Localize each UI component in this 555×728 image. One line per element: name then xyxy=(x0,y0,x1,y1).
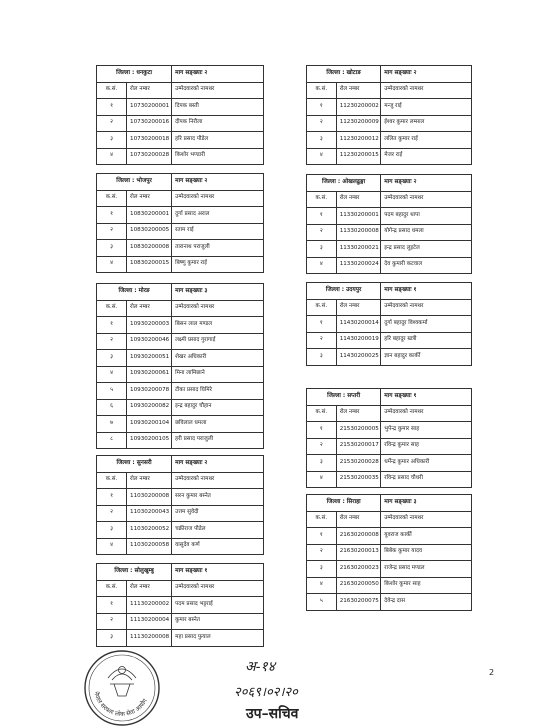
header-name: उम्मेदवारको नामथर xyxy=(172,190,264,207)
candidate-name: ललित कुमार राई xyxy=(381,132,472,149)
candidate-name: रविन्द्र कुमार साह xyxy=(381,438,472,455)
district-table-bhojpur xyxy=(96,173,264,273)
district-label: जिल्ला : मोरङ xyxy=(97,284,172,301)
header-serial: क.सं. xyxy=(97,300,127,317)
roll-number: 11030200058 xyxy=(127,538,172,555)
roll-number: 10730200016 xyxy=(127,115,172,132)
roll-number: 10730200028 xyxy=(127,148,172,165)
serial-number: ३ xyxy=(307,241,337,258)
candidate-name: रताम राई xyxy=(172,223,264,240)
district-table-okhaldhunga xyxy=(306,174,472,274)
header-serial: क.सं. xyxy=(97,82,127,99)
seats-label: माग सङ्ख्याः १ xyxy=(381,283,472,300)
serial-number: ४ xyxy=(97,256,127,273)
roll-number: 11130200004 xyxy=(127,613,172,630)
candidate-name: मिना लामिछाने xyxy=(172,366,264,383)
roll-number: 11230200015 xyxy=(336,148,381,165)
header-roll: रोल नम्बर xyxy=(336,191,381,208)
serial-number: १ xyxy=(97,99,127,116)
roll-number: 11330200008 xyxy=(336,224,381,241)
header-name: उम्मेदवारको नामथर xyxy=(381,191,472,208)
table-row xyxy=(307,561,472,578)
roll-number: 10930200046 xyxy=(127,333,172,350)
roll-number: 21530200028 xyxy=(336,455,381,472)
seats-label: माग सङ्ख्याः २ xyxy=(172,174,264,191)
roll-number: 11330200021 xyxy=(336,241,381,258)
table-row xyxy=(97,416,264,433)
table-row xyxy=(97,132,264,149)
header-serial: क.सं. xyxy=(307,191,337,208)
serial-number: ४ xyxy=(307,257,337,274)
header-roll: रोल नम्बर xyxy=(336,82,381,99)
roll-number: 10930200003 xyxy=(127,317,172,334)
roll-number: 11230200012 xyxy=(336,132,381,149)
serial-number: ३ xyxy=(97,350,127,367)
serial-number: ८ xyxy=(97,432,127,449)
candidate-name: कुमार बस्नेत xyxy=(172,613,264,630)
table-row xyxy=(97,432,264,449)
roll-number: 10830200001 xyxy=(127,207,172,224)
table-row xyxy=(307,471,472,488)
candidate-name: बिबेक कुमार यादव xyxy=(381,544,472,561)
table-row xyxy=(307,115,472,132)
seats-label: माग सङ्ख्याः १ xyxy=(172,564,264,581)
serial-number: २ xyxy=(97,223,127,240)
roll-number: 21530200017 xyxy=(336,438,381,455)
roll-number: 10730200018 xyxy=(127,132,172,149)
seats-label: माग सङ्ख्याः ३ xyxy=(381,495,472,512)
serial-number: १ xyxy=(97,317,127,334)
candidate-name: हरि प्रसाद पौडेल xyxy=(172,132,264,149)
header-serial: क.सं. xyxy=(97,472,127,489)
seats-label: माग सङ्ख्याः २ xyxy=(381,175,472,192)
candidate-name: हरी प्रसाद पराजुली xyxy=(172,432,264,449)
roll-number: 21630200008 xyxy=(336,528,381,545)
table-row xyxy=(97,505,264,522)
candidate-name: शेखर अधिकारी xyxy=(172,350,264,367)
serial-number: २ xyxy=(307,115,337,132)
district-label: जिल्ला : सप्तरी xyxy=(307,389,381,406)
roll-number: 10930200061 xyxy=(127,366,172,383)
serial-number: २ xyxy=(97,613,127,630)
table-row xyxy=(97,99,264,116)
serial-number: ७ xyxy=(97,416,127,433)
serial-number: २ xyxy=(307,224,337,241)
table-row xyxy=(97,522,264,539)
serial-number: ५ xyxy=(97,383,127,400)
table-row xyxy=(97,333,264,350)
table-row xyxy=(307,208,472,225)
roll-number: 11230200009 xyxy=(336,115,381,132)
district-label: जिल्ला : सुनसरी xyxy=(97,456,172,473)
table-row xyxy=(307,438,472,455)
table-row xyxy=(97,240,264,257)
roll-number: 21530200005 xyxy=(336,422,381,439)
header-serial: क.सं. xyxy=(307,82,337,99)
roll-number: 10930200082 xyxy=(127,399,172,416)
serial-number: ५ xyxy=(307,594,337,611)
header-roll: रोल नम्बर xyxy=(127,300,172,317)
signature-title: उप–सचिव xyxy=(246,706,299,722)
header-serial: क.सं. xyxy=(97,190,127,207)
header-name: उम्मेदवारको नामथर xyxy=(381,299,472,316)
candidate-name: देव कुमारी कटवाल xyxy=(381,257,472,274)
serial-number: ६ xyxy=(97,399,127,416)
candidate-name: सरन कुमार बस्नेत xyxy=(172,489,264,506)
roll-number: 11130200002 xyxy=(127,597,172,614)
serial-number: १ xyxy=(307,528,337,545)
roll-number: 10830200005 xyxy=(127,223,172,240)
seats-label: माग सङ्ख्याः २ xyxy=(172,66,264,83)
table-row xyxy=(307,148,472,165)
table-row xyxy=(97,366,264,383)
roll-number: 11330200024 xyxy=(336,257,381,274)
signature-initial: अ-१४ xyxy=(245,659,275,675)
table-row xyxy=(307,257,472,274)
district-table-khotang xyxy=(306,65,472,165)
serial-number: ३ xyxy=(97,240,127,257)
seats-label: माग सङ्ख्याः २ xyxy=(381,66,472,83)
header-serial: क.सं. xyxy=(307,299,337,316)
seats-label: माग सङ्ख्याः १ xyxy=(381,389,472,406)
header-roll: रोल नम्बर xyxy=(336,405,381,422)
candidate-name: दीपक निरौला xyxy=(172,115,264,132)
header-name: उम्मेदवारको नामथर xyxy=(172,300,264,317)
table-row xyxy=(307,455,472,472)
district-table-morang xyxy=(96,283,264,449)
candidate-name: उत्तम सुवेदी xyxy=(172,505,264,522)
table-row xyxy=(97,223,264,240)
candidate-name: पदम बहादुर थापा xyxy=(381,208,472,225)
header-name: उम्मेदवारको नामथर xyxy=(381,82,472,99)
district-table-udayapur xyxy=(306,282,472,366)
candidate-name: महा प्रसाद फुयाल xyxy=(172,630,264,647)
district-table-dhankuta xyxy=(96,65,264,165)
roll-number: 11330200001 xyxy=(336,208,381,225)
serial-number: ३ xyxy=(307,455,337,472)
table-row xyxy=(307,349,472,366)
district-table-saptari xyxy=(306,388,472,488)
serial-number: ४ xyxy=(307,148,337,165)
candidate-name: हरि बहादुर खत्री xyxy=(381,332,472,349)
table-row xyxy=(307,594,472,611)
serial-number: १ xyxy=(97,597,127,614)
district-label: जिल्ला : सिराहा xyxy=(307,495,381,512)
candidate-name: मन्जु राई xyxy=(381,99,472,116)
serial-number: ४ xyxy=(97,366,127,383)
table-row xyxy=(307,132,472,149)
header-serial: क.सं. xyxy=(307,405,337,422)
candidate-name: ज्ञान बहादुर कार्की xyxy=(381,349,472,366)
district-label: जिल्ला : उदयपुर xyxy=(307,283,381,300)
candidate-name: रविन्द्र प्रसाद चौधरी xyxy=(381,471,472,488)
header-roll: रोल नम्बर xyxy=(336,299,381,316)
roll-number: 11030200008 xyxy=(127,489,172,506)
serial-number: १ xyxy=(97,207,127,224)
table-row xyxy=(97,383,264,400)
serial-number: २ xyxy=(97,505,127,522)
roll-number: 11130200008 xyxy=(127,630,172,647)
candidate-name: पदम प्रसाद भट्टराई xyxy=(172,597,264,614)
serial-number: १ xyxy=(307,99,337,116)
seats-label: माग सङ्ख्याः ३ xyxy=(172,284,264,301)
roll-number: 10930200051 xyxy=(127,350,172,367)
serial-number: ३ xyxy=(307,561,337,578)
roll-number: 11430200025 xyxy=(336,349,381,366)
serial-number: ४ xyxy=(307,471,337,488)
serial-number: ३ xyxy=(97,630,127,647)
signature-date: २०६९।०२।२० xyxy=(234,685,298,700)
serial-number: १ xyxy=(307,422,337,439)
district-label: जिल्ला : धनकुटा xyxy=(97,66,172,83)
roll-number: 10930200104 xyxy=(127,416,172,433)
candidate-name: इन्द्र प्रसाद लुइटेल xyxy=(381,241,472,258)
candidate-name: बिसन लाल मण्डल xyxy=(172,317,264,334)
district-label: जिल्ला : सोलुखुम्बु xyxy=(97,564,172,581)
candidate-name: छविलाल धमला xyxy=(172,416,264,433)
candidate-name: बिष्णु कुमार राई xyxy=(172,256,264,273)
roll-number: 11030200043 xyxy=(127,505,172,522)
candidate-name: दिपक बस्ती xyxy=(172,99,264,116)
candidate-name: लक्ष्मी प्रसाद गुरागाई xyxy=(172,333,264,350)
district-label: जिल्ला : खोटाङ xyxy=(307,66,381,83)
district-table-siraha xyxy=(306,494,472,611)
candidate-name: राजेन्द्र प्रसाद मण्डल xyxy=(381,561,472,578)
table-row xyxy=(97,148,264,165)
candidate-name: मेजर राई xyxy=(381,148,472,165)
roll-number: 10730200001 xyxy=(127,99,172,116)
serial-number: २ xyxy=(307,544,337,561)
serial-number: १ xyxy=(307,316,337,333)
serial-number: ३ xyxy=(307,132,337,149)
header-roll: रोल नम्बर xyxy=(127,82,172,99)
roll-number: 21630200050 xyxy=(336,577,381,594)
candidate-name: भुपेन्द्र कुमार साह xyxy=(381,422,472,439)
table-row xyxy=(307,99,472,116)
district-table-sunsari xyxy=(96,455,264,555)
table-row xyxy=(307,224,472,241)
table-row xyxy=(307,422,472,439)
table-row xyxy=(97,597,264,614)
roll-number: 11430200019 xyxy=(336,332,381,349)
roll-number: 11230200002 xyxy=(336,99,381,116)
table-row xyxy=(97,256,264,273)
serial-number: ३ xyxy=(97,522,127,539)
table-row xyxy=(307,332,472,349)
serial-number: ३ xyxy=(307,349,337,366)
roll-number: 21630200023 xyxy=(336,561,381,578)
serial-number: २ xyxy=(97,333,127,350)
table-row xyxy=(307,577,472,594)
roll-number: 21630200013 xyxy=(336,544,381,561)
candidate-name: टीका प्रसाद घिमिरे xyxy=(172,383,264,400)
candidate-name: युवराज कार्की xyxy=(381,528,472,545)
candidate-name: किशोर भण्डारी xyxy=(172,148,264,165)
district-label: जिल्ला : भोजपुर xyxy=(97,174,172,191)
roll-number: 21630200075 xyxy=(336,594,381,611)
header-name: उम्मेदवारको नामथर xyxy=(381,511,472,528)
header-roll: रोल नम्बर xyxy=(127,580,172,597)
table-row xyxy=(307,316,472,333)
header-name: उम्मेदवारको नामथर xyxy=(172,472,264,489)
serial-number: ४ xyxy=(97,148,127,165)
roll-number: 10830200008 xyxy=(127,240,172,257)
page-number: 2 xyxy=(489,668,495,677)
header-name: उम्मेदवारको नामथर xyxy=(381,405,472,422)
roll-number: 10930200078 xyxy=(127,383,172,400)
table-row xyxy=(97,630,264,647)
table-row xyxy=(97,538,264,555)
district-table-solukhumbu xyxy=(96,563,264,647)
serial-number: २ xyxy=(307,332,337,349)
candidate-name: ईश्वर कुमार लम्साल xyxy=(381,115,472,132)
table-row xyxy=(307,241,472,258)
candidate-name: वासुदेव कर्ण xyxy=(172,538,264,555)
government-seal-icon xyxy=(82,648,162,728)
header-serial: क.सं. xyxy=(97,580,127,597)
table-row xyxy=(97,613,264,630)
serial-number: ४ xyxy=(97,538,127,555)
serial-number: २ xyxy=(97,115,127,132)
candidate-name: धर्मेन्द्र कुमार अधिकारी xyxy=(381,455,472,472)
header-name: उम्मेदवारको नामथर xyxy=(172,580,264,597)
candidate-name: चक्रीराज पौडेल xyxy=(172,522,264,539)
serial-number: २ xyxy=(307,438,337,455)
header-roll: रोल नम्बर xyxy=(127,190,172,207)
roll-number: 21530200035 xyxy=(336,471,381,488)
header-roll: रोल नम्बर xyxy=(127,472,172,489)
roll-number: 10830200015 xyxy=(127,256,172,273)
table-row xyxy=(307,528,472,545)
serial-number: १ xyxy=(97,489,127,506)
district-label: जिल्ला : ओखलढुङ्गा xyxy=(307,175,381,192)
header-name: उम्मेदवारको नामथर xyxy=(172,82,264,99)
roll-number: 11030200052 xyxy=(127,522,172,539)
table-row xyxy=(307,544,472,561)
table-row xyxy=(97,350,264,367)
roll-number: 10930200105 xyxy=(127,432,172,449)
candidate-name: योगेन्द्र प्रसाद धमला xyxy=(381,224,472,241)
candidate-name: दुर्गा प्रसाद अराल xyxy=(172,207,264,224)
candidate-name: इन्द्र बहादुर चौहान xyxy=(172,399,264,416)
candidate-name: किशोर कुमार साह xyxy=(381,577,472,594)
serial-number: १ xyxy=(307,208,337,225)
seal-text: नेपाल सरकार लोक सेवा आयोग xyxy=(92,690,149,719)
candidate-name: देवेन्द्र दास xyxy=(381,594,472,611)
candidate-name: तारानाथ पराजुली xyxy=(172,240,264,257)
header-roll: रोल नम्बर xyxy=(336,511,381,528)
table-row xyxy=(97,207,264,224)
candidate-name: दुर्गा बहादुर विश्वकर्मा xyxy=(381,316,472,333)
table-row xyxy=(97,489,264,506)
table-row xyxy=(97,115,264,132)
header-serial: क.सं. xyxy=(307,511,337,528)
serial-number: ४ xyxy=(307,577,337,594)
serial-number: ३ xyxy=(97,132,127,149)
seats-label: माग सङ्ख्याः २ xyxy=(172,456,264,473)
table-row xyxy=(97,399,264,416)
roll-number: 11430200014 xyxy=(336,316,381,333)
table-row xyxy=(97,317,264,334)
